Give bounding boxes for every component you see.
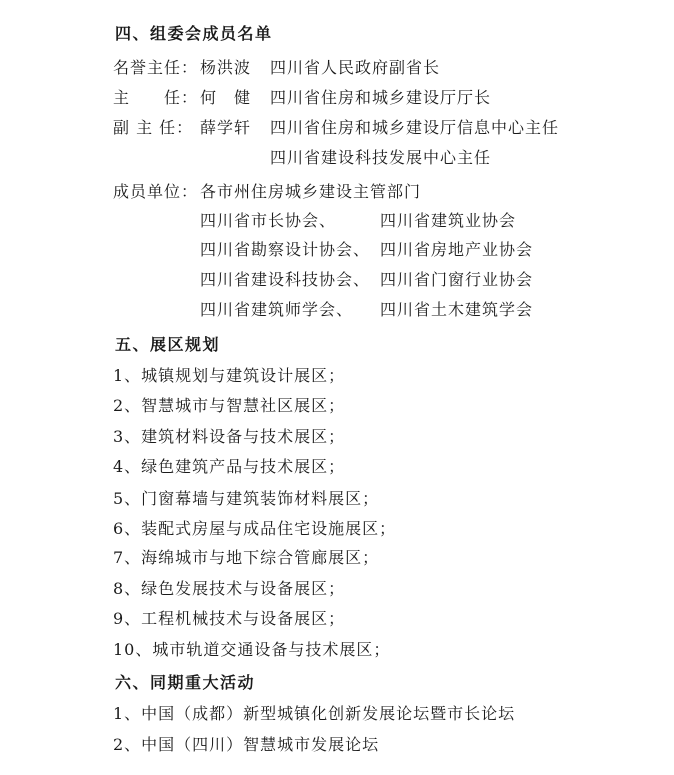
list-item: 1、中国（成都）新型城镇化创新发展论坛暨市长论坛 <box>113 704 516 723</box>
list-item: 4、绿色建筑产品与技术展区； <box>113 457 346 476</box>
member-unit: 四川省市长协会、 <box>200 211 337 230</box>
member-unit: 四川省门窗行业协会 <box>380 270 534 289</box>
member-unit: 四川省土木建筑学会 <box>380 300 534 319</box>
members-first: 各市州住房城乡建设主管部门 <box>200 182 422 201</box>
list-item: 10、城市轨道交通设备与技术展区； <box>113 640 391 659</box>
members-label: 成员单位： <box>113 182 199 201</box>
deputy-title-2: 四川省建设科技发展中心主任 <box>270 148 492 167</box>
member-unit: 四川省建筑师学会、 <box>200 300 354 319</box>
member-unit: 四川省建设科技协会、 <box>200 270 371 289</box>
list-item: 6、装配式房屋与成品住宅设施展区； <box>113 519 397 538</box>
member-unit: 四川省勘察设计协会、 <box>200 240 371 259</box>
honorary-label: 名誉主任： <box>113 58 199 77</box>
director-name: 何 健 <box>200 88 252 107</box>
director-label: 主 任： <box>113 88 199 107</box>
list-item: 2、中国（四川）智慧城市发展论坛 <box>113 735 380 754</box>
honorary-name: 杨洪波 <box>200 58 252 77</box>
section5-heading: 五、展区规划 <box>115 335 221 354</box>
member-unit: 四川省建筑业协会 <box>380 211 517 230</box>
list-item: 9、工程机械技术与设备展区； <box>113 609 346 628</box>
deputy-name: 薛学轩 <box>200 118 252 137</box>
section6-heading: 六、同期重大活动 <box>115 673 256 692</box>
list-item: 5、门窗幕墙与建筑装饰材料展区； <box>113 489 380 508</box>
member-unit: 四川省房地产业协会 <box>380 240 534 259</box>
list-item: 7、海绵城市与地下综合管廊展区； <box>113 548 380 567</box>
honorary-title: 四川省人民政府副省长 <box>270 58 441 77</box>
deputy-label: 副 主 任： <box>113 118 194 137</box>
list-item: 1、城镇规划与建筑设计展区； <box>113 366 346 385</box>
list-item: 3、建筑材料设备与技术展区； <box>113 427 346 446</box>
deputy-title-1: 四川省住房和城乡建设厅信息中心主任 <box>270 118 560 137</box>
section4-heading: 四、组委会成员名单 <box>115 24 273 43</box>
director-title: 四川省住房和城乡建设厅厅长 <box>270 88 492 107</box>
list-item: 8、绿色发展技术与设备展区； <box>113 579 346 598</box>
list-item: 2、智慧城市与智慧社区展区； <box>113 396 346 415</box>
